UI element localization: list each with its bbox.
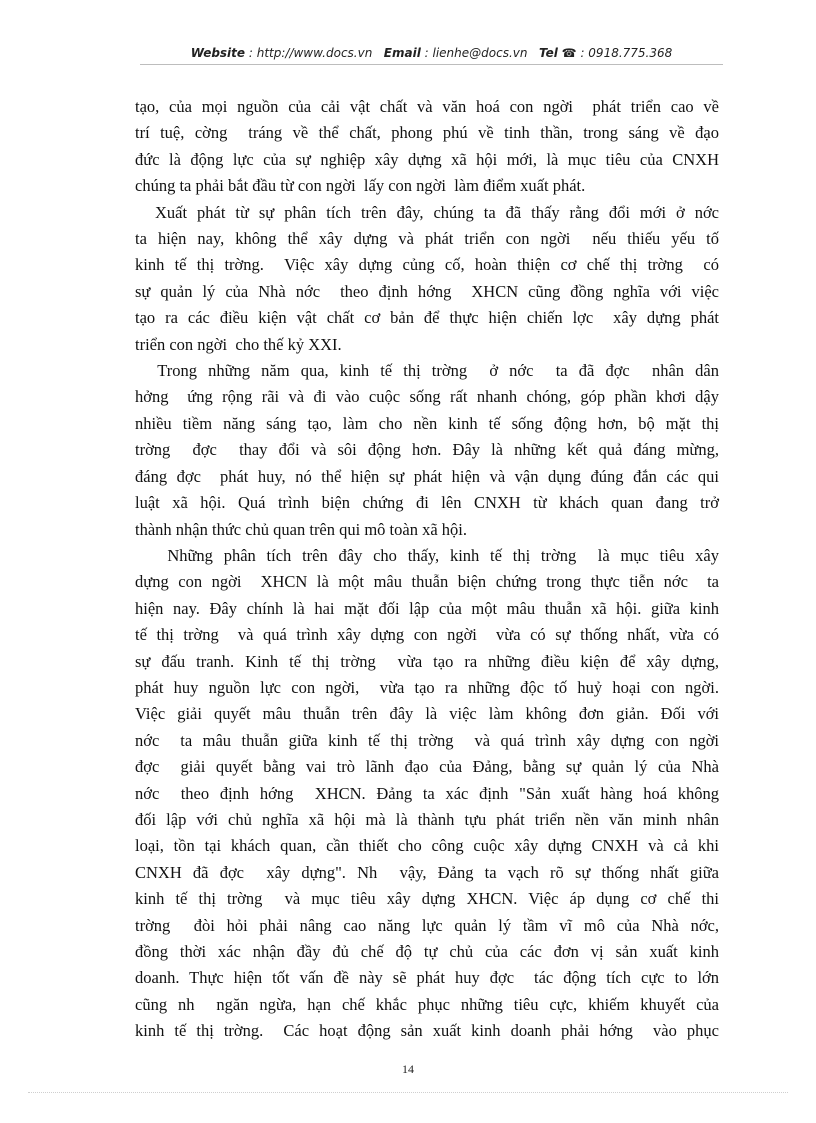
text-line: Việc giải quyết mâu thuẫn trên đây là việc làm không đơn giản. Đối với <box>135 704 719 724</box>
text-line: đợc giải quyết bằng vai trò lãnh đạo của Đảng, bằng sự quản lý của Nhà <box>135 757 719 777</box>
page-header <box>140 46 723 65</box>
text-line: cũng nh ngăn ngừa, hạn chế khắc phục những tiêu cực, khiếm khuyết của <box>135 994 719 1014</box>
text-line: Những phân tích trên đây cho thấy, kinh tế thị trờng là mục tiêu xây <box>135 545 719 565</box>
website-label: Website <box>190 46 246 60</box>
tel-label: Tel <box>538 46 558 60</box>
text-line: chúng ta phải bắt đầu từ con ngời lấy con ngời làm điểm xuất phát. <box>135 176 586 196</box>
text-line: kinh tế thị trờng. Việc xây dựng củng cố, hoàn thiện cơ chế thị trờng có <box>135 255 719 275</box>
text-line: nớc ta mâu thuẫn giữa kinh tế thị trờng và quá trình xây dựng con ngời <box>135 730 719 750</box>
text-line: hiện nay. Đây chính là hai mặt đối lập của một mâu thuẫn xã hội. giữa kinh <box>135 598 719 618</box>
text-line: trờng đợc thay đổi và sôi động hơn. Đây là những kết quả đáng mừng, <box>135 440 719 460</box>
text-line: tế thị trờng và quá trình xây dựng con ngời vừa có sự thống nhất, vừa có <box>135 625 719 645</box>
text-line: doanh. Thực hiện tốt vấn đề này sẽ phát huy đợc tác động tích cực to lớn <box>135 968 719 988</box>
text-line: đối lập với chủ nghĩa xã hội mà là thành tựu phát triển nền văn minh nhân <box>135 809 719 829</box>
text-line: tạo ra các điều kiện vật chất cơ bản để thực hiện chiến lợc xây dựng phát <box>135 308 719 328</box>
text-line: triển con ngời cho thế kỷ XXI. <box>135 334 342 354</box>
text-line: tạo, của mọi nguồn của cải vật chất và văn hoá con ngời phát triển cao về <box>135 97 719 116</box>
text-line: Trong những năm qua, kinh tế thị trờng ở nớc ta đã đợc nhân dân <box>135 361 719 381</box>
text-line: trờng đòi hỏi phải nâng cao năng lực quản lý tầm vĩ mô của Nhà nớc, <box>135 915 719 935</box>
text-line: kinh tế thị trờng và mục tiêu xây dựng XHCN. Việc áp dụng cơ chế thi <box>135 889 719 909</box>
text-line: dựng con ngời XHCN là một mâu thuẫn biện chứng trong thực tiễn nớc ta <box>135 572 719 592</box>
text-line: luật xã hội. Quá trình biện chứng đi lên CNXH từ khách quan đang trở <box>135 493 719 513</box>
text-line: nớc theo định hớng XHCN. Đảng ta xác định "Sản xuất hàng hoá không <box>135 783 719 803</box>
document-body <box>135 94 719 1045</box>
text-line: đồng thời xác nhận đầy đủ chế độ tự chủ của các đơn vị sản xuất kinh <box>135 942 719 961</box>
website-value: : http://www.docs.vn <box>248 46 373 60</box>
text-line: ta hiện nay, không thể xây dựng và phát triển con ngời nếu thiếu yếu tố <box>135 229 719 249</box>
text-line: đáng đợc phát huy, nó thể hiện sự phát hiện và vận dụng đúng đắn các qui <box>135 466 719 486</box>
text-line: trí tuệ, cờng tráng về thể chất, phong phú về tinh thần, trong sáng về đạo <box>135 123 719 143</box>
text-line: CNXH đã đợc xây dựng". Nh vậy, Đảng ta vạch rõ sự thống nhất giữa <box>135 862 719 882</box>
text-line: đức là động lực của sự nghiệp xây dựng xã hội mới, là mục tiêu của CNXH <box>135 149 719 169</box>
text-line: Xuất phát từ sự phân tích trên đây, chúng ta đã thấy rằng đổi mới ở nớc <box>135 202 720 222</box>
page-number: 14 <box>402 1062 414 1076</box>
email-value: : lienhe@docs.vn <box>424 46 528 60</box>
text-line: phát huy nguồn lực con ngời, vừa tạo ra những độc tố huỷ hoại con ngời. <box>135 677 719 697</box>
footer-divider <box>28 1092 788 1093</box>
tel-value: : 0918.775.368 <box>580 46 673 60</box>
text-line: sự đấu tranh. Kinh tế thị trờng vừa tạo ra những điều kiện để xây dựng, <box>135 651 719 671</box>
phone-icon: ☎ <box>561 46 577 60</box>
text-line: hởng ứng rộng rãi và đi vào cuộc sống rất nhanh chóng, góp phần khơi dậy <box>135 387 719 407</box>
text-line: thành nhận thức chủ quan trên qui mô toàn xã hội. <box>135 519 467 539</box>
text-line: nhiều tiềm năng sáng tạo, làm cho nền kinh tế sống động hơn, bộ mặt thị <box>135 413 719 433</box>
text-line: sự quản lý của Nhà nớc theo định hớng XHCN cũng đồng nghĩa với việc <box>135 281 719 301</box>
email-label: Email <box>383 46 421 60</box>
text-line: kinh tế thị trờng. Các hoạt động sản xuất kinh doanh phải hớng vào phục <box>135 1021 719 1041</box>
text-line: loại, tồn tại khách quan, cần thiết cho công cuộc xây dựng CNXH và cả khi <box>135 836 719 856</box>
